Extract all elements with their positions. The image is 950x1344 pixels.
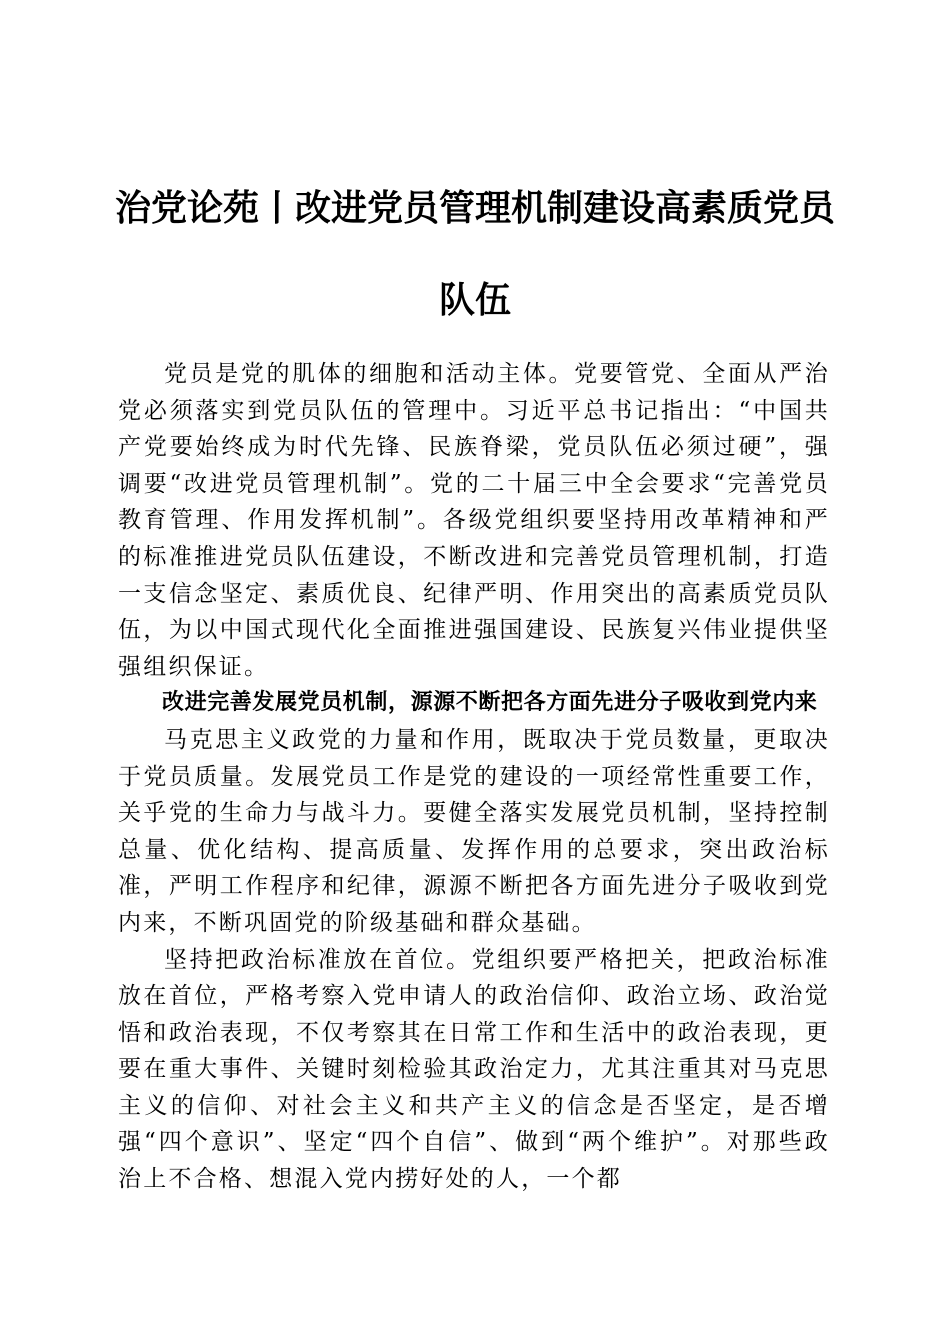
document-body xyxy=(118,356,830,1198)
body-paragraph: 坚持把政治标准放在首位。党组织要严格把关，把政治标准放在首位，严格考察入党申请人的政治信仰、政治立场、政治觉悟和政治表现，不仅考察其在日常工作和生活中的政治表现，更要在重大事件、关键时刻检验其政治定力，尤其注重其对马克思主义的信仰、对社会主义和共产主义的信念是否坚定，是否增强“四个意识”、坚定“四个自信”、做到“两个维护”。对那些政治上不合格、想混入党内捞好处的人，一个都 xyxy=(118,946,830,1193)
document-title: 治党论苑丨改进党员管理机制建设高素质党员队伍 xyxy=(115,187,836,321)
body-paragraph: 马克思主义政党的力量和作用，既取决于党员数量，更取决于党员质量。发展党员工作是党的建设的一项经常性重要工作，关乎党的生命力与战斗力。要健全落实发展党员机制，坚持控制总量、优化结构、提高质量、发挥作用的总要求，突出政治标准，严明工作程序和纪律，源源不断把各方面先进分子吸收到党内来，不断巩固党的阶级基础和群众基础。 xyxy=(118,726,830,936)
section-heading: 改进完善发展党员机制，源源不断把各方面先进分子吸收到党内来 xyxy=(162,690,818,716)
intro-paragraph: 党员是党的肌体的细胞和活动主体。党要管党、全面从严治党必须落实到党员队伍的管理中。习近平总书记指出：“中国共产党要始终成为时代先锋、民族脊梁，党员队伍必须过硬”，强调要“改进党员管理机制”。党的二十届三中全会要求“完善党员教育管理、作用发挥机制”。各级党组织要坚持用改革精神和严的标准推进党员队伍建设，不断改进和完善党员管理机制，打造一支信念坚定、素质优良、纪律严明、作用突出的高素质党员队伍，为以中国式现代化全面推进强国建设、民族复兴伟业提供坚强组织保证。 xyxy=(118,361,830,680)
